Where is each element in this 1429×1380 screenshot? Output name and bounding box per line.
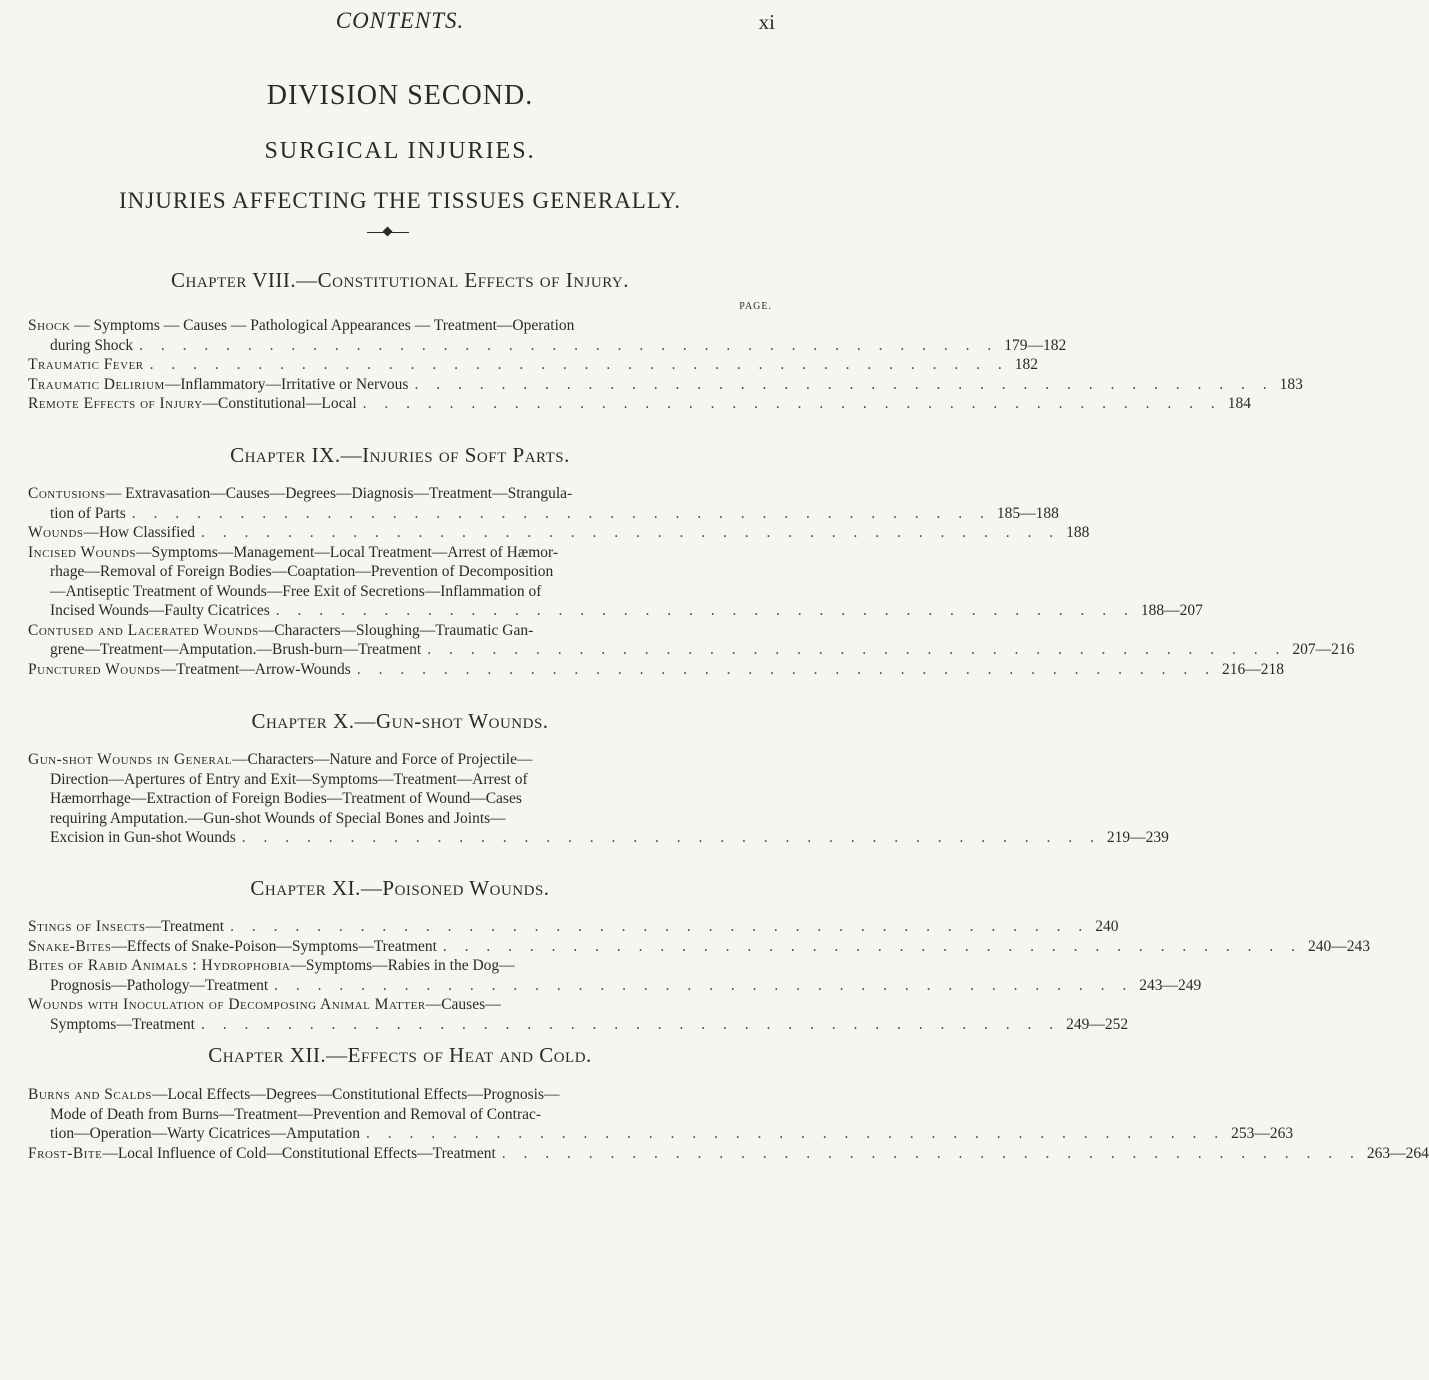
entry-text: tion of Parts — [50, 504, 126, 522]
entry-text: tion—Operation—Warty Cicatrices—Amputation — [50, 1125, 360, 1142]
entry-text: requiring Amputation.—Gun-shot Wounds of Special Bones and Joints— — [50, 809, 506, 827]
toc-entry — [28, 355, 1039, 375]
entry-head: Incised Wounds — [28, 543, 137, 561]
subpart-title: INJURIES AFFECTING THE TISSUES GENERALLY. — [119, 188, 681, 213]
toc-entry — [28, 995, 1129, 1034]
entry-text: —Symptoms—Management—Local Treatment—Arrest of Hæmor- — [136, 543, 559, 561]
entry-text: Symptoms—Treatment — [50, 1015, 195, 1033]
leader-dots: . . . . . . . . . . . . . . . . . . . . . . . . . . . . . . . . . . . . . . . . — [139, 336, 999, 354]
leader-dots: . . . . . . . . . . . . . . . . . . . . . . . . . . . . . . . . . . . . . . . . — [241, 829, 1101, 846]
entry-text: Prognosis—Pathology—Treatment — [50, 976, 269, 994]
entry-head: Bites of Rabid Animals : Hydrophobia — [28, 957, 291, 974]
entry-head: Stings of Insects — [28, 918, 146, 935]
leader-dots: . . . . . . . . . . . . . . . . . . . . . . . . . . . . . . . . . . . . . . . . — [200, 1015, 1061, 1033]
entry-text: —How Classified — [83, 524, 196, 541]
entry-head: Remote Effects of Injury — [28, 395, 203, 412]
chapter-heading: Chapter XI.—Poisoned Wounds. — [250, 876, 550, 900]
leader-dots: . . . . . . . . . . . . . . . . . . . . . . . . . . . . . . . . . . . . . . . . — [274, 976, 1134, 994]
entry-text: —Characters—Sloughing—Traumatic Gan- — [258, 621, 534, 639]
entry-head: Frost-Bite — [28, 1144, 103, 1162]
toc-entry — [28, 956, 1202, 995]
entry-pages: 188 — [1066, 524, 1090, 541]
leader-dots: . . . . . . . . . . . . . . . . . . . . . . . . . . . . . . . . . . . . . . . . — [131, 504, 991, 522]
leader-dots: . . . . . . . . . . . . . . . . . . . . . . . . . . . . . . . . . . . . . . . . — [201, 524, 1061, 541]
toc-entry — [28, 523, 1090, 543]
entry-head: Shock — [28, 317, 71, 334]
entry-text: —Causes— — [425, 996, 501, 1013]
entry-text: —Effects of Snake-Poison—Symptoms—Treatment — [111, 937, 437, 955]
toc-entry — [28, 660, 1284, 680]
leader-dots: . . . . . . . . . . . . . . . . . . . . . . . . . . . . . . . . . . . . . . . . — [442, 937, 1303, 955]
entry-pages: 207—216 — [1292, 641, 1355, 658]
entry-pages: 184 — [1227, 395, 1252, 412]
entry-text: Hæmorrhage—Extraction of Foreign Bodies—Treatment of Wound—Cases — [50, 790, 522, 807]
entry-text: —Local Influence of Cold—Constitutional Effects—Treatment — [102, 1144, 496, 1162]
entry-text: —Inflammatory—Irritative or Nervous — [164, 375, 409, 393]
chapter-heading: Chapter IX.—Injuries of Soft Parts. — [230, 443, 570, 467]
entry-pages: 249—252 — [1066, 1015, 1129, 1033]
entry-text: grene—Treatment—Amputation.—Brush-burn—Treatment — [50, 641, 422, 658]
toc-entry — [28, 750, 1169, 848]
entry-pages: 179—182 — [1004, 336, 1067, 354]
entry-pages: 263—264 — [1366, 1144, 1429, 1162]
entry-pages: 182 — [1014, 356, 1039, 373]
entry-text: during Shock — [50, 336, 134, 354]
page-column-label: PAGE. — [739, 301, 772, 312]
entry-text: —Symptoms—Rabies in the Dog— — [290, 957, 515, 974]
leader-dots: . . . . . . . . . . . . . . . . . . . . . . . . . . . . . . . . . . . . . . . . — [365, 1125, 1226, 1142]
chapter-heading: Chapter VIII.—Constitutional Effects of Injury. — [171, 268, 629, 292]
entry-text: —Antiseptic Treatment of Wounds—Free Exit of Secretions—Inflammation of — [50, 582, 542, 600]
entry-text: Excision in Gun-shot Wounds — [50, 829, 236, 846]
leader-dots: . . . . . . . . . . . . . . . . . . . . . . . . . . . . . . . . . . . . . . . . — [356, 660, 1216, 678]
entry-head: Punctured Wounds — [28, 660, 161, 678]
entry-text: —Local Effects—Degrees—Constitutional Effects—Prognosis— — [151, 1086, 560, 1103]
toc-entry — [28, 1085, 1294, 1144]
chapter-heading: Chapter X.—Gun-shot Wounds. — [251, 709, 549, 733]
entry-head: Burns and Scalds — [28, 1086, 152, 1103]
entry-head: Wounds with Inoculation of Decomposing Animal Matter — [28, 996, 426, 1013]
entry-pages: 243—249 — [1139, 976, 1202, 994]
chapter-heading: Chapter XII.—Effects of Heat and Cold. — [208, 1043, 592, 1067]
entry-text: —Characters—Nature and Force of Projectile— — [232, 751, 533, 768]
toc-entry — [28, 375, 1303, 395]
entry-pages: 253—263 — [1231, 1125, 1294, 1142]
entry-pages: 240—243 — [1308, 937, 1371, 955]
entry-head: Gun-shot Wounds in General — [28, 751, 233, 768]
entry-text: — Symptoms — Causes — Pathological Appearances — Treatment—Operation — [74, 317, 575, 334]
entry-head: Wounds — [28, 524, 84, 541]
entry-pages: 219—239 — [1106, 829, 1169, 846]
toc-entry — [28, 394, 1252, 414]
entry-head: Snake-Bites — [28, 937, 112, 955]
entry-text: —Treatment — [145, 918, 225, 935]
division-title: DIVISION SECOND. — [266, 80, 534, 111]
running-head — [0, 6, 800, 36]
leader-dots: . . . . . . . . . . . . . . . . . . . . . . . . . . . . . . . . . . . . . . . . — [414, 375, 1274, 393]
toc-entry — [28, 917, 1119, 937]
entry-pages: 188—207 — [1140, 602, 1203, 619]
leader-dots: . . . . . . . . . . . . . . . . . . . . . . . . . . . . . . . . . . . . . . . . — [230, 918, 1090, 935]
entry-text: Mode of Death from Burns—Treatment—Prevention and Removal of Contrac- — [50, 1105, 542, 1123]
entry-text: Direction—Apertures of Entry and Exit—Symptoms—Treatment—Arrest of — [50, 770, 528, 788]
page-number: xi — [758, 10, 775, 34]
entry-text: —Constitutional—Local — [202, 395, 357, 412]
entry-head: Traumatic Delirium — [28, 375, 165, 393]
ornament-divider — [367, 226, 409, 240]
toc-entry — [28, 543, 1203, 621]
entry-pages: 240 — [1095, 918, 1119, 935]
toc-entry — [28, 621, 1355, 660]
toc-entry — [28, 937, 1371, 957]
toc-entry — [28, 484, 1059, 523]
toc-entry — [28, 1144, 1429, 1164]
entry-pages: 216—218 — [1221, 660, 1284, 678]
entry-text: — Extravasation—Causes—Degrees—Diagnosis—Treatment—Strangula- — [105, 485, 573, 502]
entry-head: Traumatic Fever — [28, 356, 144, 373]
entry-head: Contused and Lacerated Wounds — [28, 621, 259, 639]
leader-dots: . . . . . . . . . . . . . . . . . . . . . . . . . . . . . . . . . . . . . . . . — [149, 356, 1009, 373]
entry-head: Contusions — [28, 485, 106, 502]
leader-dots: . . . . . . . . . . . . . . . . . . . . . . . . . . . . . . . . . . . . . . . . — [427, 641, 1287, 658]
leader-dots: . . . . . . . . . . . . . . . . . . . . . . . . . . . . . . . . . . . . . . . . — [501, 1144, 1361, 1162]
running-head-title: CONTENTS. — [335, 8, 465, 33]
entry-text: rhage—Removal of Foreign Bodies—Coaptation—Prevention of Decomposition — [50, 563, 554, 580]
entry-text: —Treatment—Arrow-Wounds — [160, 660, 351, 678]
leader-dots: . . . . . . . . . . . . . . . . . . . . . . . . . . . . . . . . . . . . . . . . — [275, 602, 1135, 619]
entry-text: Incised Wounds—Faulty Cicatrices — [50, 602, 270, 619]
part-title: SURGICAL INJURIES. — [264, 138, 536, 164]
leader-dots: . . . . . . . . . . . . . . . . . . . . . . . . . . . . . . . . . . . . . . . . — [362, 395, 1222, 412]
entry-pages: 183 — [1279, 375, 1303, 393]
entry-pages: 185—188 — [996, 504, 1059, 522]
toc-entry — [28, 316, 1067, 355]
